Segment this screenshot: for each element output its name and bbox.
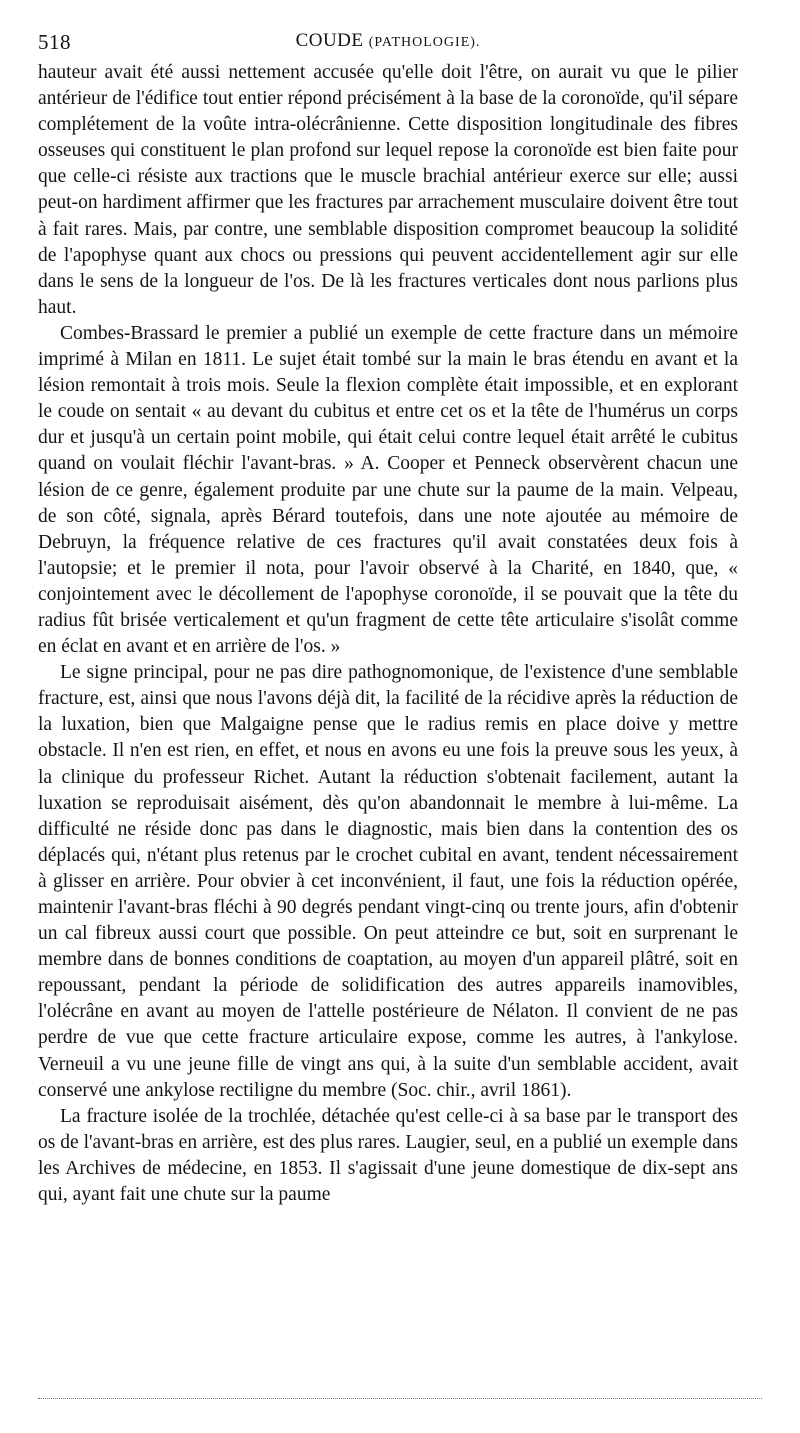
running-title bbox=[38, 30, 738, 52]
body-text bbox=[38, 60, 738, 1208]
paragraph-4: La fracture isolée de la trochlée, détachée qu'est celle-ci à sa base par le transport des os de l'avant-bras en arrière, est des plus rares. Laugier, seul, en a publié un exemple dans les Archives de médecine, en 1853. Il s'agissait d'une jeune domestique de dix-sept ans qui, ayant fait une chute sur la paume bbox=[38, 1105, 738, 1206]
running-title-main: COUDE bbox=[295, 30, 364, 51]
running-title-subtitle: (PATHOLOGIE). bbox=[368, 35, 481, 50]
paragraph-1: hauteur avait été aussi nettement accusée qu'elle doit l'être, on aurait vu que le pilier antérieur de l'édifice tout entier répond précisément à la base de la coronoïde, qu'il sépare complétement de la voûte intra-olécrânienne. Cette disposition longitudinale des fibres osseuses qui constituent le plan profond sur lequel repose la coronoïde est bien faite pour que celle-ci résiste aux tractions que le muscle brachial antérieur exerce sur elle; aussi peut-on hardiment affirmer que les fractures par arrachement musculaire doivent être tout à fait rares. Mais, par contre, une semblable disposition compromet beaucoup la solidité de l'apophyse quant aux chocs ou pressions qui peuvent accidentellement agir sur elle dans le sens de la longueur de l'os. De là les fractures verticales dont nous parlions plus haut. bbox=[38, 62, 738, 318]
paragraph-3: Le signe principal, pour ne pas dire pathognomonique, de l'existence d'une semblable fracture, est, ainsi que nous l'avons déjà dit, la facilité de la récidive après la réduction de la luxation, bien que Malgaigne pense que le radius remis en place doive y mettre obstacle. Il n'en est rien, en effet, et nous en avons eu une fois la preuve sous les yeux, à la clinique du professeur Richet. Autant la réduction s'obtenait facilement, autant la luxation se reproduisait aisément, dès qu'on abandonnait le membre à lui-même. La difficulté ne réside donc pas dans le diagnostic, mais bien dans la contention des os déplacés qui, n'étant plus retenus par le crochet cubital en avant, tendent nécessairement à glisser en arrière. Pour obvier à cet inconvénient, il faut, une fois la réduction opérée, maintenir l'avant-bras fléchi à 90 degrés pendant vingt-cinq ou trente jours, afin d'obtenir un cal fibreux aussi court que possible. On peut atteindre ce but, soit en surprenant le membre dans de bonnes conditions de coaptation, au moyen d'un appareil plâtré, soit en repoussant, pendant la période de solidification des autres appareils inamovibles, l'olécrâne en avant au moyen de l'attelle postérieure de Nélaton. Il convient de ne pas perdre de vue que cette fracture articulaire expose, comme les autres, à l'ankylose. Verneuil a vu une jeune fille de vingt ans qui, à la suite d'un semblable accident, avait conservé une ankylose rectiligne du membre (Soc. chir., avril 1861). bbox=[38, 662, 738, 1101]
book-page bbox=[38, 26, 738, 1208]
page-number: 518 bbox=[38, 30, 71, 54]
running-head bbox=[38, 26, 738, 60]
footer-dotted-rule bbox=[38, 1398, 762, 1399]
paragraph-2: Combes-Brassard le premier a publié un exemple de cette fracture dans un mémoire imprimé à Milan en 1811. Le sujet était tombé sur la main le bras étendu en avant et la lésion remontait à trois mois. Seule la flexion complète était impossible, et en explorant le coude on sentait « au devant du cubitus et entre cet os et la tête de l'humérus un corps dur et jusqu'à un certain point mobile, qui était celui contre lequel était arrêté le cubitus quand on voulait fléchir l'avant-bras. » A. Cooper et Penneck observèrent chacun une lésion de ce genre, également produite par une chute sur la paume de la main. Velpeau, de son côté, signala, après Bérard toutefois, dans une note ajoutée au mémoire de Debruyn, la fréquence relative de ces fractures qu'il avait constatées deux fois à l'autopsie; et le premier il nota, pour l'avoir observé à la Charité, en 1840, que, « conjointement avec le décollement de l'apophyse coronoïde, il se pouvait que la tête du radius fût brisée verticalement et qu'un fragment de cette tête articulaire s'isolât comme en éclat en avant et en arrière de l'os. » bbox=[38, 322, 738, 658]
